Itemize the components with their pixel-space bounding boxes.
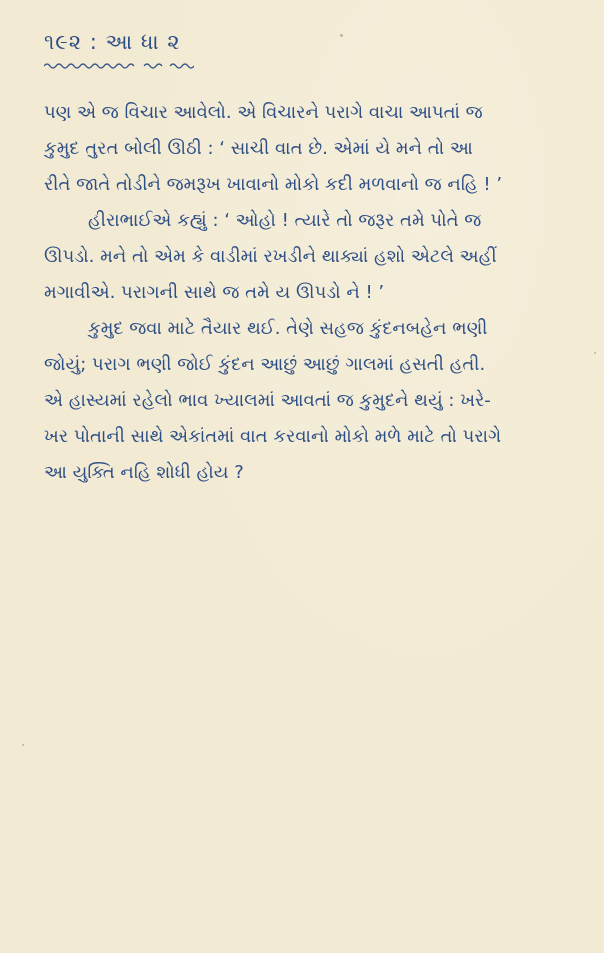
text-line: મગાવીએ. પરાગની સાથે જ તમે ય ઊપડો ને ! ’ (44, 282, 385, 303)
text-line: કુમુદ જવા માટે તૈયાર થઈ. તેણે સહજ કુંદનબહેન ભણી (88, 318, 488, 339)
text-line: હીરાભાઈએ કહ્યું : ‘ ઓહો ! ત્યારે તો જરૂર તમે પોતે જ (88, 210, 482, 231)
text-line: કુમુદ તુરત બોલી ઊઠી : ‘ સાચી વાત છે. એમાં યે મને તો આ (44, 138, 473, 159)
body-text (44, 95, 564, 491)
paper-speck (22, 744, 24, 746)
text-line: એ હાસ્યમાં રહેલો ભાવ ખ્યાલમાં આવતાં જ કુમુદને થયું : ખરે- (44, 390, 491, 411)
text-line: ખર પોતાની સાથે એકાંતમાં વાત કરવાનો મોકો મળે માટે તો પરાગે (44, 426, 502, 447)
text-line: જોયું; પરાગ ભણી જોઈ કુંદન આછું આછું ગાલમાં હસતી હતી. (44, 354, 486, 375)
paragraph-2 (44, 203, 564, 311)
paragraph-1 (44, 95, 564, 203)
text-line: આ યુક્તિ નહિ શોધી હોય ? (44, 462, 244, 483)
header-underline-ornament (44, 62, 194, 70)
paper-speck (340, 34, 343, 37)
page-header: ૧૯૨ : આ ધા ૨ (44, 30, 181, 54)
paper-speck (594, 352, 596, 354)
text-line: રીતે જાતે તોડીને જમરૂખ ખાવાનો મોકો કદી મળવાનો જ નહિ ! ’ (44, 174, 503, 195)
text-line: ઊપડો. મને તો એમ કે વાડીમાં રખડીને થાક્યાં હશો એટલે અહીં (44, 246, 497, 267)
text-line: પણ એ જ વિચાર આવેલો. એ વિચારને પરાગે વાચા આપતાં જ (44, 102, 483, 123)
paragraph-3 (44, 311, 564, 491)
